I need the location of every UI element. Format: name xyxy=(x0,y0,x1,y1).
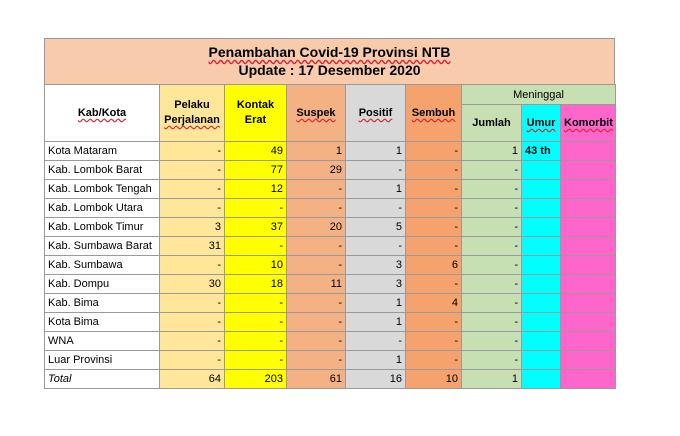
cell-kab: Kab. Lombok Timur xyxy=(45,218,160,237)
header-sembuh-label: Sembuh xyxy=(411,107,456,119)
cell-jumlah: 1 xyxy=(462,370,522,389)
cell-kontak: 10 xyxy=(225,256,287,275)
cell-kontak: - xyxy=(225,313,287,332)
cell-kontak: - xyxy=(225,332,287,351)
cell-positif: 3 xyxy=(346,256,406,275)
cell-umur xyxy=(522,161,561,180)
cell-umur xyxy=(522,218,561,237)
cell-positif: - xyxy=(346,161,406,180)
cell-pelaku: 31 xyxy=(160,237,225,256)
cell-komorbit xyxy=(561,313,616,332)
cell-kab: Kota Mataram xyxy=(45,142,160,161)
cell-komorbit xyxy=(561,161,616,180)
cell-kab: Kab. Dompu xyxy=(45,275,160,294)
cell-sembuh: - xyxy=(406,332,462,351)
header-kontak-line2: Erat xyxy=(244,114,267,126)
cell-suspek: - xyxy=(287,180,346,199)
header-kontak-erat xyxy=(225,85,287,142)
cell-suspek: 29 xyxy=(287,161,346,180)
header-jumlah: Jumlah xyxy=(462,105,522,142)
cell-sembuh: - xyxy=(406,237,462,256)
cell-umur: 43 th xyxy=(522,142,561,161)
cell-umur xyxy=(522,180,561,199)
cell-kontak: 203 xyxy=(225,370,287,389)
table-row xyxy=(45,237,616,256)
cell-suspek: 1 xyxy=(287,142,346,161)
cell-positif: 1 xyxy=(346,294,406,313)
cell-jumlah: - xyxy=(462,199,522,218)
cell-sembuh: - xyxy=(406,313,462,332)
cell-positif: 16 xyxy=(346,370,406,389)
cell-jumlah: - xyxy=(462,256,522,275)
cell-komorbit xyxy=(561,275,616,294)
cell-komorbit xyxy=(561,180,616,199)
cell-kab: Kab. Lombok Barat xyxy=(45,161,160,180)
cell-pelaku: 30 xyxy=(160,275,225,294)
cell-pelaku: - xyxy=(160,161,225,180)
header-pelaku-line2: Perjalanan xyxy=(164,114,220,126)
cell-positif: 1 xyxy=(346,313,406,332)
table-row xyxy=(45,351,616,370)
cell-jumlah: - xyxy=(462,351,522,370)
table-title xyxy=(45,39,614,61)
cell-umur xyxy=(522,370,561,389)
cell-sembuh: - xyxy=(406,142,462,161)
cell-pelaku: 64 xyxy=(160,370,225,389)
cell-positif: 5 xyxy=(346,218,406,237)
cell-sembuh: - xyxy=(406,218,462,237)
cell-komorbit xyxy=(561,351,616,370)
cell-jumlah: - xyxy=(462,161,522,180)
cell-pelaku: - xyxy=(160,294,225,313)
table-row xyxy=(45,313,616,332)
covid-table-sheet xyxy=(44,38,615,389)
cell-kontak: - xyxy=(225,199,287,218)
cell-kab: Kab. Lombok Utara xyxy=(45,199,160,218)
table-title-text: Penambahan Covid-19 Provinsi NTB xyxy=(208,44,451,60)
cell-kontak: - xyxy=(225,294,287,313)
data-table xyxy=(44,84,616,389)
cell-komorbit xyxy=(561,294,616,313)
table-row xyxy=(45,142,616,161)
cell-suspek: 20 xyxy=(287,218,346,237)
cell-kontak: 37 xyxy=(225,218,287,237)
cell-komorbit xyxy=(561,256,616,275)
cell-komorbit xyxy=(561,218,616,237)
header-suspek-label: Suspek xyxy=(296,107,336,119)
table-row xyxy=(45,294,616,313)
table-subtitle: Update : 17 Desember 2020 xyxy=(238,62,421,78)
cell-pelaku: - xyxy=(160,313,225,332)
header-positif-label: Positif xyxy=(358,107,393,119)
cell-jumlah: - xyxy=(462,180,522,199)
cell-positif: 1 xyxy=(346,142,406,161)
cell-positif: 1 xyxy=(346,351,406,370)
table-row xyxy=(45,332,616,351)
cell-suspek: - xyxy=(287,332,346,351)
cell-komorbit xyxy=(561,370,616,389)
cell-kontak: 49 xyxy=(225,142,287,161)
cell-umur xyxy=(522,294,561,313)
cell-suspek: - xyxy=(287,313,346,332)
cell-kab: Kab. Lombok Tengah xyxy=(45,180,160,199)
cell-pelaku: - xyxy=(160,180,225,199)
header-umur-label: Umur xyxy=(526,117,556,129)
cell-pelaku: 3 xyxy=(160,218,225,237)
header-meninggal: Meninggal xyxy=(462,85,616,105)
cell-sembuh: - xyxy=(406,351,462,370)
cell-komorbit xyxy=(561,142,616,161)
table-body xyxy=(45,142,616,389)
cell-kab: Kab. Sumbawa xyxy=(45,256,160,275)
title-box xyxy=(44,38,615,84)
cell-jumlah: - xyxy=(462,275,522,294)
table-row xyxy=(45,161,616,180)
cell-sembuh: - xyxy=(406,275,462,294)
cell-sembuh: - xyxy=(406,199,462,218)
cell-umur xyxy=(522,332,561,351)
cell-kab: Luar Provinsi xyxy=(45,351,160,370)
table-row xyxy=(45,218,616,237)
table-row xyxy=(45,199,616,218)
cell-pelaku: - xyxy=(160,332,225,351)
cell-pelaku: - xyxy=(160,142,225,161)
cell-jumlah: - xyxy=(462,313,522,332)
cell-jumlah: - xyxy=(462,294,522,313)
cell-suspek: - xyxy=(287,294,346,313)
cell-umur xyxy=(522,256,561,275)
cell-pelaku: - xyxy=(160,351,225,370)
cell-jumlah: - xyxy=(462,218,522,237)
header-sembuh xyxy=(406,85,462,142)
cell-umur xyxy=(522,275,561,294)
header-komorbit xyxy=(561,105,616,142)
header-kab-kota-label: Kab/Kota xyxy=(77,107,127,119)
cell-umur xyxy=(522,351,561,370)
cell-positif: - xyxy=(346,199,406,218)
cell-kontak: 18 xyxy=(225,275,287,294)
cell-kab: Kota Bima xyxy=(45,313,160,332)
header-suspek xyxy=(287,85,346,142)
cell-positif: 3 xyxy=(346,275,406,294)
cell-suspek: - xyxy=(287,351,346,370)
cell-kab: Kab. Bima xyxy=(45,294,160,313)
cell-positif: - xyxy=(346,237,406,256)
cell-kontak: - xyxy=(225,351,287,370)
cell-suspek: - xyxy=(287,237,346,256)
cell-sembuh: - xyxy=(406,180,462,199)
cell-suspek: - xyxy=(287,199,346,218)
cell-kab: Kab. Sumbawa Barat xyxy=(45,237,160,256)
header-positif xyxy=(346,85,406,142)
cell-kontak: - xyxy=(225,237,287,256)
header-umur xyxy=(522,105,561,142)
cell-jumlah: - xyxy=(462,237,522,256)
cell-kab: Total xyxy=(45,370,160,389)
header-kontak-line1: Kontak xyxy=(236,99,275,111)
cell-jumlah: - xyxy=(462,332,522,351)
cell-kontak: 77 xyxy=(225,161,287,180)
cell-pelaku: - xyxy=(160,199,225,218)
cell-pelaku: - xyxy=(160,256,225,275)
table-row xyxy=(45,256,616,275)
cell-umur xyxy=(522,313,561,332)
cell-suspek: 11 xyxy=(287,275,346,294)
cell-suspek: - xyxy=(287,256,346,275)
cell-suspek: 61 xyxy=(287,370,346,389)
table-row xyxy=(45,180,616,199)
cell-komorbit xyxy=(561,237,616,256)
cell-kontak: 12 xyxy=(225,180,287,199)
cell-komorbit xyxy=(561,332,616,351)
header-pelaku-perjalanan xyxy=(160,85,225,142)
cell-kab: WNA xyxy=(45,332,160,351)
cell-umur xyxy=(522,199,561,218)
cell-komorbit xyxy=(561,199,616,218)
cell-sembuh: - xyxy=(406,161,462,180)
header-komorbit-label: Komorbit xyxy=(564,117,613,129)
total-row xyxy=(45,370,616,389)
cell-positif: - xyxy=(346,332,406,351)
table-row xyxy=(45,275,616,294)
cell-sembuh: 6 xyxy=(406,256,462,275)
header-kab-kota xyxy=(45,85,160,142)
cell-jumlah: 1 xyxy=(462,142,522,161)
header-pelaku-line1: Pelaku xyxy=(174,99,210,111)
cell-positif: 1 xyxy=(346,180,406,199)
cell-umur xyxy=(522,237,561,256)
cell-sembuh: 10 xyxy=(406,370,462,389)
cell-sembuh: 4 xyxy=(406,294,462,313)
